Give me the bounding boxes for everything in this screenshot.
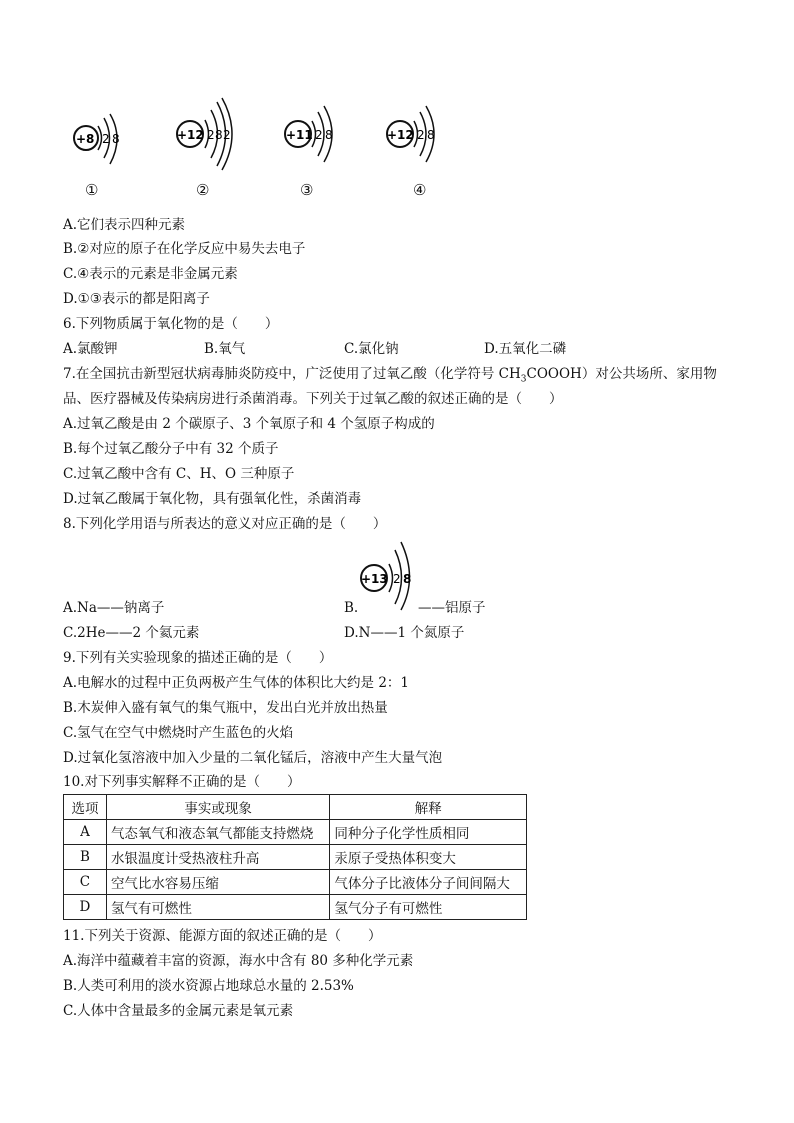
q7-stem-line-1: 7.在全国抗击新型冠状病毒肺炎防疫中，广泛使用了过氧乙酸（化学符号 $CH_3COOOH$）对公共场所、家用物	[63, 366, 717, 385]
aluminum-shell-1: 2	[393, 572, 401, 586]
q5-option-c: C.④表示的元素是非金属元素	[63, 266, 238, 282]
atom-2-shell-1: 2	[207, 128, 215, 142]
q5-option-a: A.它们表示四种元素	[63, 217, 186, 233]
atom-2-nucleus: +12	[177, 128, 204, 142]
atom-diagram-1	[68, 110, 138, 172]
table-row	[64, 820, 527, 845]
q11-option-b: B.人类可利用的淡水资源占地球总水量的 2.53%	[63, 978, 354, 994]
q8-option-b: B.	[344, 600, 359, 616]
atom-3-label: ③	[300, 181, 314, 199]
table-header-explanation: 解释	[330, 795, 527, 820]
atom-3-shell-2: 8	[325, 128, 333, 142]
q7-option-a: A.过氧乙酸是由 2 个碳原子、3 个氧原子和 4 个氢原子构成的	[63, 416, 435, 432]
q8-option-b-meaning: ——铝原子	[418, 600, 486, 616]
atom-3-nucleus: +11	[286, 128, 313, 142]
table-cell-fact: 氢气有可燃性	[106, 895, 329, 920]
q6-option-a: A.氯酸钾	[63, 341, 118, 357]
q9-option-b: B.木炭伸入盛有氧气的集气瓶中，发出白光并放出热量	[63, 700, 388, 716]
q5-option-d: D.①③表示的都是阳离子	[63, 291, 210, 307]
table-cell-option: B	[64, 845, 107, 870]
q11-stem: 11.下列关于资源、能源方面的叙述正确的是（ ）	[63, 928, 382, 944]
atom-1-shell-2: 8	[112, 132, 120, 146]
q7-option-b: B.每个过氧乙酸分子中有 32 个质子	[63, 441, 279, 457]
atom-diagram-2	[172, 96, 248, 172]
table-row	[64, 895, 527, 920]
atom-diagram-3	[280, 104, 350, 170]
atom-2-label: ②	[196, 181, 210, 199]
table-cell-fact: 水银温度计受热液柱升高	[106, 845, 329, 870]
table-cell-explanation: 气体分子比液体分子间间隔大	[330, 870, 527, 895]
table-cell-option: D	[64, 895, 107, 920]
aluminum-nucleus: +13	[361, 572, 388, 586]
q11-option-a: A.海洋中蕴藏着丰富的资源，海水中含有 80 多种化学元素	[63, 953, 414, 969]
table-row	[64, 845, 527, 870]
aluminum-shell-2: 8	[403, 572, 412, 586]
table-header-fact: 事实或现象	[106, 795, 329, 820]
q9-option-c: C.氢气在空气中燃烧时产生蓝色的火焰	[63, 725, 294, 741]
atom-4-nucleus: +12	[387, 128, 414, 142]
atom-2-shell-3: 2	[223, 128, 231, 142]
q6-option-d: D.五氧化二磷	[484, 341, 567, 357]
table-cell-option: A	[64, 820, 107, 845]
q8-option-c: C.2He——2 个氦元素	[63, 625, 200, 641]
q6-option-c: C.氯化钠	[344, 341, 399, 357]
aluminum-atom-diagram	[356, 540, 422, 612]
q7-option-d: D.过氧乙酸属于氧化物，具有强氧化性，杀菌消毒	[63, 491, 362, 507]
q7-option-c: C.过氧乙酸中含有 C、H、O 三种原子	[63, 466, 295, 482]
q8-option-a: A.Na——钠离子	[63, 600, 165, 616]
atom-1-label: ①	[85, 181, 99, 199]
table-cell-explanation: 汞原子受热体积变大	[330, 845, 527, 870]
atom-2-shell-2: 8	[215, 128, 223, 142]
q8-option-d: D.N——1 个氮原子	[344, 625, 465, 641]
q10-stem: 10.对下列事实解释不正确的是（ ）	[63, 774, 301, 790]
table-row	[64, 870, 527, 895]
atom-3-shell-1: 2	[315, 128, 323, 142]
table-cell-fact: 气态氧气和液态氧气都能支持燃烧	[106, 820, 329, 845]
q8-stem: 8.下列化学用语与所表达的意义对应正确的是（ ）	[63, 516, 387, 532]
table-header-row	[64, 795, 527, 820]
q9-option-a: A.电解水的过程中正负两极产生气体的体积比大约是 2：1	[63, 675, 410, 691]
q7-formula-subscript: 3	[520, 374, 527, 385]
atom-4-shell-1: 2	[417, 128, 425, 142]
table-cell-option: C	[64, 870, 107, 895]
q10-table	[63, 794, 527, 920]
table-cell-explanation: 氢气分子有可燃性	[330, 895, 527, 920]
q9-option-d: D.过氧化氢溶液中加入少量的二氧化锰后，溶液中产生大量气泡	[63, 750, 443, 766]
atom-1-nucleus: +8	[76, 132, 95, 146]
atom-4-shell-2: 8	[427, 128, 435, 142]
q6-stem: 6.下列物质属于氧化物的是（ ）	[63, 316, 279, 332]
atom-1-shell-1: 2	[102, 132, 110, 146]
q9-stem: 9.下列有关实验现象的描述正确的是（ ）	[63, 650, 333, 666]
table-cell-fact: 空气比水容易压缩	[106, 870, 329, 895]
q5-option-b: B.②对应的原子在化学反应中易失去电子	[63, 241, 306, 257]
q6-option-b: B.氧气	[204, 341, 246, 357]
table-header-option: 选项	[64, 795, 107, 820]
atom-diagram-4	[382, 104, 454, 170]
atom-4-label: ④	[413, 181, 427, 199]
q11-option-c: C.人体中含量最多的金属元素是氧元素	[63, 1003, 294, 1019]
table-cell-explanation: 同种分子化学性质相同	[330, 820, 527, 845]
q7-stem-line-2: 品、医疗器械及传染病房进行杀菌消毒。下列关于过氧乙酸的叙述正确的是（ ）	[63, 391, 563, 407]
